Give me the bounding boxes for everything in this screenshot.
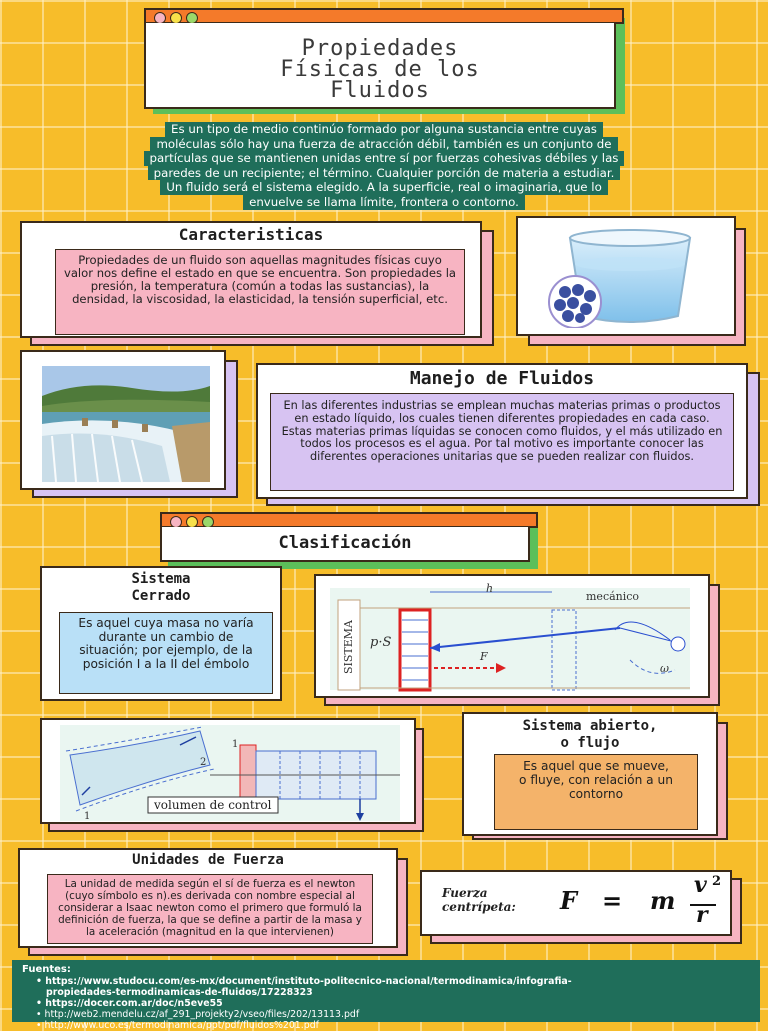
caracteristicas-heading: Caracteristicas bbox=[178, 225, 324, 244]
abierto-card bbox=[462, 712, 718, 836]
clasificacion-heading: Clasificación bbox=[278, 533, 412, 553]
manejo-heading: Manejo de Fluidos bbox=[409, 368, 595, 389]
manejo-text: En las diferentes industrias se emplean muchas materias primas o productos en estado líquido, los cuales tienen diferentes propiedades en cada caso. Estas materias primas líquidas se conocen como fluidos, y el más utilizado en todos los procesos es el agua. Por tal motivo es importante conocer las diferentes operaciones unitarias que se pueden realizar con fluidos. bbox=[270, 393, 734, 491]
caracteristicas-text: Propiedades de un fluido son aquellas magnitudes físicas cuyo valor nos define el estado en que se encuentra. Son propiedades la presión, la temperatura (común a todas las sustancias), la densidad, la viscosidad, la elasticidad, la tensión superficial, etc. bbox=[55, 249, 465, 335]
clasificacion-window-bar bbox=[160, 512, 538, 528]
cerrado-card bbox=[40, 566, 282, 701]
caracteristicas-card bbox=[20, 221, 482, 338]
unidades-heading: Unidades de Fuerza bbox=[132, 852, 284, 868]
dam-image-card bbox=[20, 350, 226, 490]
abierto-text: Es aquel que se mueve, o fluye, con relación a un contorno bbox=[494, 754, 698, 830]
formula-r: r bbox=[696, 902, 708, 928]
fuente-link-1[interactable]: • https://www.studocu.com/es-mx/document/instituto-politecnico-nacional/termodinamica/infografia- bbox=[36, 976, 572, 987]
fuente-link-4-text[interactable]: http://www.uco.es/termodinamica/ppt/pdf/fluidos%201.pdf bbox=[44, 1020, 319, 1031]
fuente-link-1-text[interactable]: https://www.studocu.com/es-mx/document/instituto-politecnico-nacional/termodinamica/infografia- bbox=[45, 976, 572, 987]
title-card bbox=[144, 23, 616, 109]
abierto-heading-line-1: Sistema abierto, bbox=[522, 718, 658, 734]
title-line-1: Propiedades bbox=[301, 36, 459, 61]
glass-image-card bbox=[516, 216, 736, 336]
diagram-abierto-card bbox=[40, 718, 416, 824]
fuente-link-3[interactable]: • http://web2.mendelu.cz/af_291_projekty2/vseo/files/202/13113.pdf bbox=[36, 1009, 360, 1020]
cerrado-heading-line-2: Cerrado bbox=[131, 588, 191, 604]
diagram-label-1b: 1 bbox=[84, 811, 91, 821]
cerrado-heading bbox=[42, 571, 280, 605]
intro-line-1: Es un tipo de medio continúo formado por alguna sustancia entre cuyas bbox=[165, 122, 603, 137]
fuente-link-1-cont[interactable]: propiedades-termodinamicas-de-fluidos/17228323 bbox=[46, 987, 313, 998]
formula-f: F bbox=[560, 886, 578, 915]
fuentes-panel bbox=[12, 960, 760, 1031]
formula-label bbox=[442, 886, 516, 914]
diagram-h-label: h bbox=[486, 582, 494, 595]
intro-line-3: partículas que se mantienen unidas entre sí por fuerzas cohesivas débiles y las bbox=[144, 151, 625, 166]
formula-label-line-1: Fuerza bbox=[442, 886, 488, 900]
fuente-link-3-text[interactable]: http://web2.mendelu.cz/af_291_projekty2/vseo/files/202/13113.pdf bbox=[44, 1009, 360, 1020]
fuentes-label: Fuentes: bbox=[22, 964, 71, 975]
diagram-omega-label: ω bbox=[660, 662, 669, 675]
title-window-bar bbox=[144, 8, 624, 24]
formula-exponent: 2 bbox=[712, 874, 722, 889]
fuente-link-2-text[interactable]: https://docer.com.ar/doc/n5eve55 bbox=[45, 998, 223, 1009]
unidades-card bbox=[18, 848, 398, 948]
diagram-ps-label: p·S bbox=[370, 635, 392, 650]
fuente-link-2[interactable]: • https://docer.com.ar/doc/n5eve55 bbox=[36, 998, 223, 1009]
diagram-f-label: F bbox=[480, 650, 488, 663]
formula-label-line-2: centrípeta: bbox=[442, 900, 516, 914]
title-line-2: Físicas de los bbox=[280, 57, 480, 82]
formula-equals: = bbox=[602, 886, 623, 915]
page-title bbox=[146, 23, 614, 101]
diagram-cerrado-card bbox=[314, 574, 710, 698]
glass-of-water-image bbox=[530, 224, 720, 328]
formula-card bbox=[420, 870, 732, 936]
diagram-mecanico-label: mecánico bbox=[586, 590, 640, 603]
diagram-volumen-label: volumen de control bbox=[154, 798, 272, 812]
diagram-sistema-label: SISTEMA bbox=[342, 620, 355, 674]
intro-text bbox=[20, 122, 748, 210]
diagram-label-2: 2 bbox=[200, 757, 207, 768]
cerrado-text: Es aquel cuya masa no varía durante un cambio de situación; por ejemplo, de la posición I a la II del émbolo bbox=[59, 612, 273, 694]
diagram-label-1: 1 bbox=[232, 739, 239, 750]
unidades-text: La unidad de medida según el sí de fuerza es el newton (cuyo símbolo es n).es derivada con nombre especial al considerar a Isaac newton como el primero que formuló la definición de fuerza, la que se define a partir de la masa y la aceleración (magnitud en la que intervienen) bbox=[47, 874, 373, 944]
intro-line-6: envuelve se llama límite, frontera o contorno. bbox=[243, 195, 525, 210]
manejo-card bbox=[256, 363, 748, 499]
clasificacion-card bbox=[160, 527, 530, 562]
formula-v: v bbox=[694, 872, 707, 898]
cerrado-heading-line-1: Sistema bbox=[131, 571, 191, 587]
intro-line-4: paredes de un recipiente; el término. Cualquier porción de materia a estudiar. bbox=[148, 166, 621, 181]
fuente-link-4[interactable]: • http://www.uco.es/termodinamica/ppt/pdf/fluidos%201.pdf bbox=[36, 1020, 319, 1031]
piston-diagram bbox=[330, 580, 696, 692]
dam-waterfall-image bbox=[42, 366, 210, 482]
intro-line-5: Un fluido será el sistema elegido. A la superficie, real o imaginaria, que lo bbox=[160, 180, 608, 195]
formula-m: m bbox=[650, 886, 676, 915]
title-line-3: Fluidos bbox=[330, 78, 430, 103]
abierto-heading-line-2: o flujo bbox=[560, 735, 620, 751]
abierto-heading bbox=[464, 718, 716, 752]
fuentes-list bbox=[12, 976, 760, 1031]
control-volume-diagram bbox=[60, 725, 400, 821]
intro-line-2: moléculas sólo hay una fuerza de atracción débil, también es un conjunto de bbox=[150, 137, 617, 152]
